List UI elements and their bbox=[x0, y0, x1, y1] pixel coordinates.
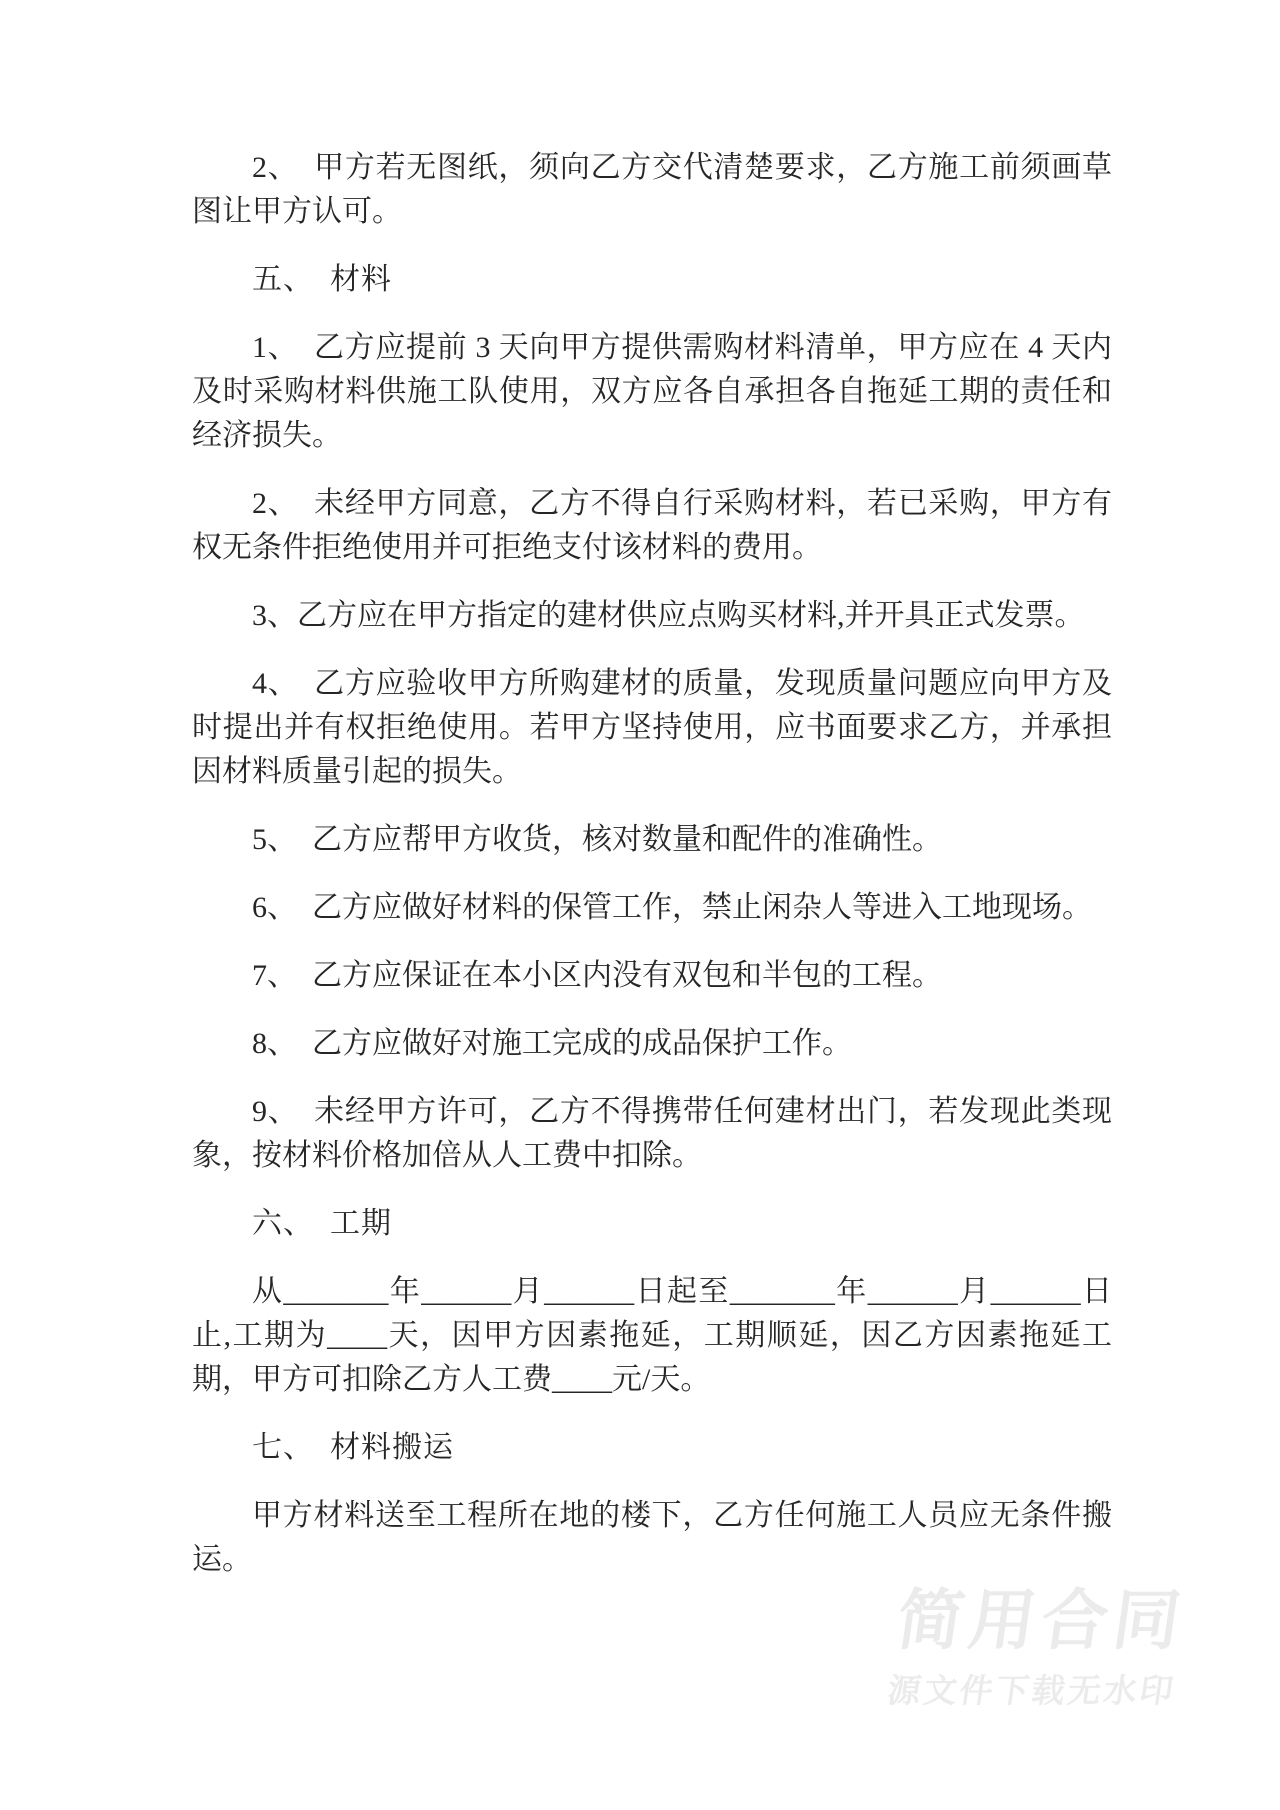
watermark-brand-text: 简用合同 bbox=[892, 1583, 1191, 1657]
contract-paragraph: 2、 甲方若无图纸，须向乙方交代清楚要求，乙方施工前须画草图让甲方认可。 bbox=[192, 151, 1112, 228]
section-heading-schedule: 六、 工期 bbox=[252, 1207, 392, 1240]
contract-body bbox=[192, 146, 1112, 1606]
contract-paragraph: 5、 乙方应帮甲方收货，核对数量和配件的准确性。 bbox=[252, 823, 942, 856]
contract-paragraph: 6、 乙方应做好材料的保管工作，禁止闲杂人等进入工地现场。 bbox=[252, 891, 1092, 924]
contract-paragraph: 8、 乙方应做好对施工完成的成品保护工作。 bbox=[252, 1027, 852, 1060]
contract-paragraph: 甲方材料送至工程所在地的楼下，乙方任何施工人员应无条件搬运。 bbox=[192, 1499, 1112, 1576]
watermark-tagline-text: 源文件下载无水印 bbox=[885, 1672, 1179, 1709]
contract-paragraph-blanks: 从_______年______月______日起至_______年______月______日止,工期为____天，因甲方因素拖延，工期顺延，因乙方因素拖延工期，甲方可扣除乙方人工费____元/天。 bbox=[192, 1275, 1112, 1396]
section-heading-materials: 五、 材料 bbox=[252, 263, 392, 296]
contract-paragraph: 9、 未经甲方许可，乙方不得携带任何建材出门，若发现此类现象，按材料价格加倍从人工费中扣除。 bbox=[192, 1095, 1112, 1172]
contract-paragraph: 7、 乙方应保证在本小区内没有双包和半包的工程。 bbox=[252, 959, 942, 992]
contract-paragraph: 2、 未经甲方同意，乙方不得自行采购材料，若已采购，甲方有权无条件拒绝使用并可拒绝支付该材料的费用。 bbox=[192, 487, 1112, 564]
contract-paragraph: 1、 乙方应提前 3 天向甲方提供需购材料清单，甲方应在 4 天内及时采购材料供施工队使用，双方应各自承担各自拖延工期的责任和经济损失。 bbox=[192, 331, 1112, 452]
section-heading-material-transport: 七、 材料搬运 bbox=[252, 1431, 454, 1464]
contract-paragraph: 4、 乙方应验收甲方所购建材的质量，发现质量问题应向甲方及时提出并有权拒绝使用。若甲方坚持使用，应书面要求乙方，并承担因材料质量引起的损失。 bbox=[192, 667, 1112, 788]
contract-paragraph: 3、乙方应在甲方指定的建材供应点购买材料,并开具正式发票。 bbox=[252, 599, 1085, 632]
